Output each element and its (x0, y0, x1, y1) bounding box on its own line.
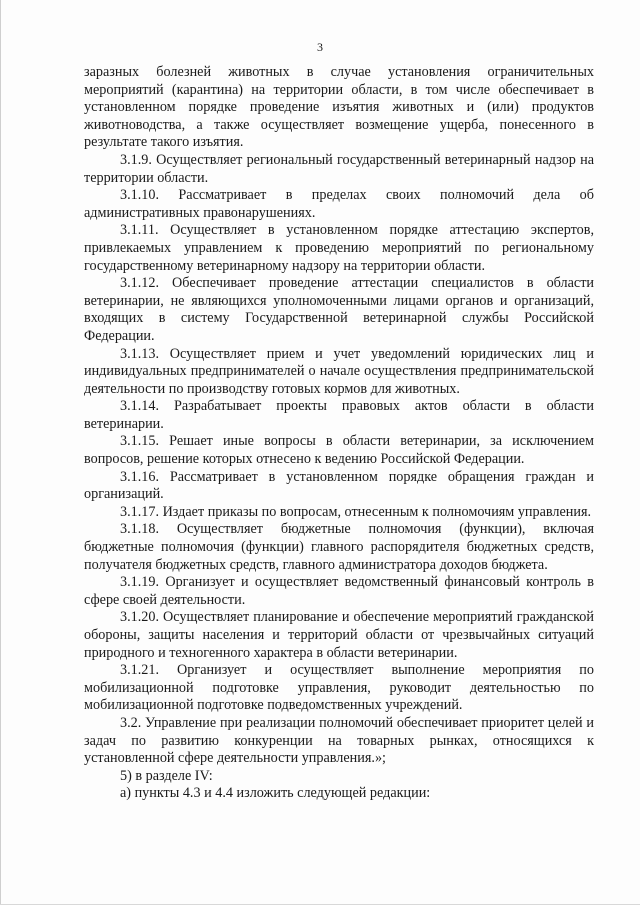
document-body (84, 64, 594, 803)
paragraph-3-1-12: 3.1.12. Обеспечивает проведение аттестации специалистов в области ветеринарии, не являющихся уполномоченными лицами органов и организаций, входящих в систему Государственной ветеринарной службы Российской Федерации. (84, 275, 594, 344)
paragraph-3-1-11: 3.1.11. Осуществляет в установленном порядке аттестацию экспертов, привлекаемых управлением к проведению мероприятий по региональному государственному ветеринарному надзору на территории области. (84, 222, 594, 274)
paragraph-3-1-20: 3.1.20. Осуществляет планирование и обеспечение мероприятий гражданской обороны, защиты населения и территорий области от чрезвычайных ситуаций природного и техногенного характера в области ветеринарии. (84, 609, 594, 661)
paragraph-3-1-10: 3.1.10. Рассматривает в пределах своих полномочий дела об административных правонарушениях. (84, 187, 594, 221)
scan-left-edge (0, 0, 1, 905)
paragraph-3-1-13: 3.1.13. Осуществляет прием и учет уведомлений юридических лиц и индивидуальных предпринимателей о начале осуществления предпринимательской деятельности по производству готовых кормов для животных. (84, 345, 594, 397)
paragraph-continuation: заразных болезней животных в случае установления ограничительных мероприятий (карантина) на территории области, в том числе обеспечивает в установленном порядке проведение изъятия животных и (или) продуктов животноводства, а также осуществляет возмещение ущерба, понесенного в результате такого изъятия. (84, 64, 594, 151)
paragraph-item-a: а) пункты 4.3 и 4.4 изложить следующей редакции: (120, 785, 431, 802)
paragraph-3-1-15: 3.1.15. Решает иные вопросы в области ветеринарии, за исключением вопросов, решение которых отнесено к ведению Российской Федерации. (84, 433, 594, 468)
paragraph-3-1-9: 3.1.9. Осуществляет региональный государственный ветеринарный надзор на территории области. (84, 151, 594, 186)
paragraph-3-1-17: 3.1.17. Издает приказы по вопросам, отнесенным к полномочиям управления. (120, 503, 592, 520)
paragraph-3-1-16: 3.1.16. Рассматривает в установленном порядке обращения граждан и организаций. (84, 468, 594, 503)
paragraph-3-1-19: 3.1.19. Организует и осуществляет ведомственный финансовый контроль в сфере своей деятельности. (84, 574, 594, 608)
paragraph-3-1-14: 3.1.14. Разрабатывает проекты правовых актов области в области ветеринарии. (84, 398, 594, 432)
paragraph-3-1-18: 3.1.18. Осуществляет бюджетные полномочия (функции), включая бюджетные полномочия (функции) главного распорядителя бюджетных средств, получателя бюджетных средств, главного администратора доходов бюджета. (84, 521, 594, 573)
paragraph-item-5: 5) в разделе IV: (120, 767, 213, 784)
page-number: 3 (317, 40, 323, 54)
paragraph-3-2: 3.2. Управление при реализации полномочий обеспечивает приоритет целей и задач по развитию конкуренции на товарных рынках, относящихся к установленной сфере деятельности управления.»; (84, 714, 594, 767)
paragraph-3-1-21: 3.1.21. Организует и осуществляет выполнение мероприятия по мобилизационной подготовке управления, руководит деятельностью по мобилизационной подготовке подведомственных учреждений. (84, 662, 594, 714)
